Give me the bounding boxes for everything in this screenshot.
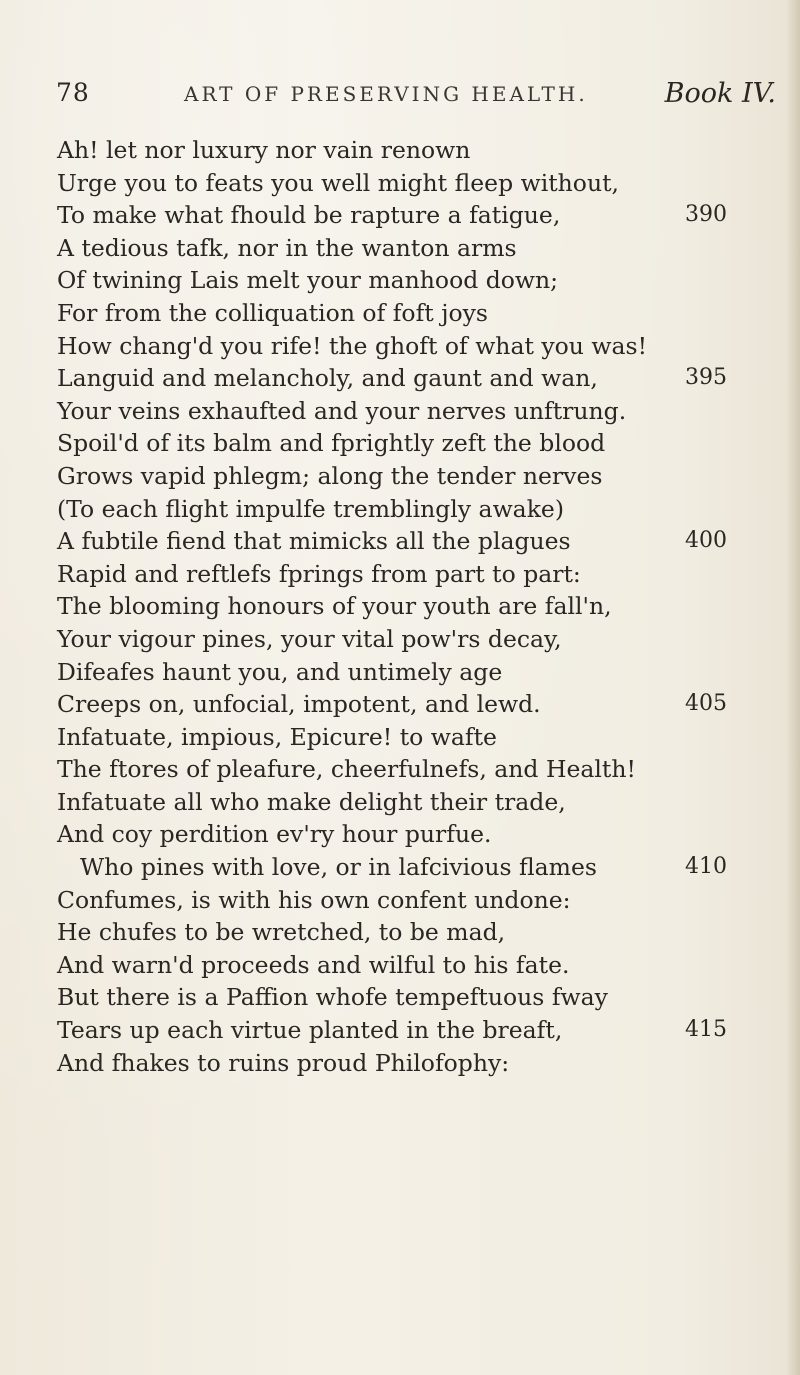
poem-line-text: (To each flight impulfe tremblingly awake) bbox=[57, 494, 565, 523]
poem-line bbox=[57, 232, 757, 265]
line-number: 390 bbox=[685, 202, 727, 228]
poem-line bbox=[57, 525, 757, 558]
poem-line bbox=[57, 493, 757, 526]
poem-line-text: How chang'd you rife! the ghoft of what you was! bbox=[57, 331, 648, 360]
poem-line-text: Infatuate all who make delight their trade, bbox=[57, 787, 566, 816]
line-number: 400 bbox=[685, 528, 727, 554]
poem-line bbox=[57, 884, 757, 917]
poem-line-text: Of twining Lais melt your manhood down; bbox=[57, 266, 559, 295]
poem-line bbox=[57, 427, 757, 460]
poem-line-text: He chufes to be wretched, to be mad, bbox=[57, 918, 506, 947]
line-number: 395 bbox=[685, 365, 727, 391]
line-number: 405 bbox=[685, 691, 727, 717]
line-number: 410 bbox=[685, 854, 727, 880]
line-number: 415 bbox=[685, 1017, 727, 1043]
poem-line-text: Languid and melancholy, and gaunt and wan, bbox=[57, 364, 598, 393]
poem-line-text: To make what fhould be rapture a fatigue, bbox=[57, 201, 561, 230]
poem-line bbox=[57, 1047, 757, 1080]
poem-line bbox=[57, 590, 757, 623]
poem-line-text: And coy perdition ev'ry hour purfue. bbox=[57, 820, 492, 849]
poem-line-text: The ftores of pleafure, cheerfulnefs, and Health! bbox=[57, 755, 636, 784]
poem-line-text: Tears up each virtue planted in the breaft, bbox=[57, 1016, 563, 1045]
poem-line-text: Ah! let nor luxury nor vain renown bbox=[57, 136, 471, 164]
poem-line bbox=[57, 753, 757, 786]
poem-line bbox=[57, 134, 757, 167]
poem-line bbox=[57, 264, 757, 297]
poem-line-text: A fubtile fiend that mimicks all the plagues bbox=[57, 527, 571, 556]
poem-line-text: But there is a Paffion whofe tempeftuous fway bbox=[57, 983, 608, 1012]
poem-line-text: Grows vapid phlegm; along the tender nerves bbox=[57, 461, 603, 490]
poem-line bbox=[57, 558, 757, 591]
poem-line bbox=[57, 818, 757, 851]
poem-line-text: Spoil'd of its balm and fprightly zeft the blood bbox=[57, 429, 606, 458]
poem-line bbox=[57, 1014, 757, 1047]
poem-text bbox=[57, 134, 757, 1079]
poem-line bbox=[57, 167, 757, 200]
poem-line bbox=[57, 297, 757, 330]
poem-line bbox=[57, 786, 757, 819]
poem-line bbox=[57, 199, 757, 232]
poem-line-text: Creeps on, unfocial, impotent, and lewd. bbox=[57, 690, 541, 719]
poem-line-text: And warn'd proceeds and wilful to his fate. bbox=[57, 950, 570, 979]
page-header bbox=[56, 78, 776, 114]
book-label: Book IV. bbox=[664, 78, 776, 109]
poem-line-text: Infatuate, impious, Epicure! to wafte bbox=[57, 722, 497, 751]
poem-line-text: And fhakes to ruins proud Philofophy: bbox=[57, 1048, 510, 1077]
poem-line bbox=[57, 460, 757, 493]
poem-line bbox=[57, 330, 757, 363]
poem-line-text: Your vigour pines, your vital pow'rs decay, bbox=[57, 624, 562, 653]
poem-line bbox=[57, 623, 757, 656]
poem-line bbox=[57, 656, 757, 689]
running-title: ART OF PRESERVING HEALTH. bbox=[184, 82, 588, 106]
poem-line bbox=[57, 688, 757, 721]
poem-line-text: Rapid and reftlefs fprings from part to part: bbox=[57, 559, 581, 588]
poem-line bbox=[57, 395, 757, 428]
poem-line-text: Urge you to feats you well might fleep without, bbox=[57, 168, 619, 197]
poem-line bbox=[57, 916, 757, 949]
page-edge-shadow bbox=[786, 0, 800, 1375]
poem-line bbox=[57, 362, 757, 395]
poem-line-text: A tedious tafk, nor in the wanton arms bbox=[57, 233, 517, 262]
poem-line-text: Your veins exhaufted and your nerves unftrung. bbox=[57, 396, 627, 425]
poem-line-text: For from the colliquation of foft joys bbox=[57, 298, 488, 327]
poem-line bbox=[57, 721, 757, 754]
page-number: 78 bbox=[56, 78, 90, 107]
poem-line-text: The blooming honours of your youth are fall'n, bbox=[57, 592, 612, 621]
poem-line bbox=[57, 949, 757, 982]
poem-line bbox=[57, 851, 757, 884]
poem-line-text: Confumes, is with his own confent undone: bbox=[57, 885, 571, 914]
poem-line-text: Who pines with love, or in lafcivious flames bbox=[80, 853, 597, 882]
poem-line-text: Difeafes haunt you, and untimely age bbox=[57, 657, 503, 686]
poem-line bbox=[57, 981, 757, 1014]
